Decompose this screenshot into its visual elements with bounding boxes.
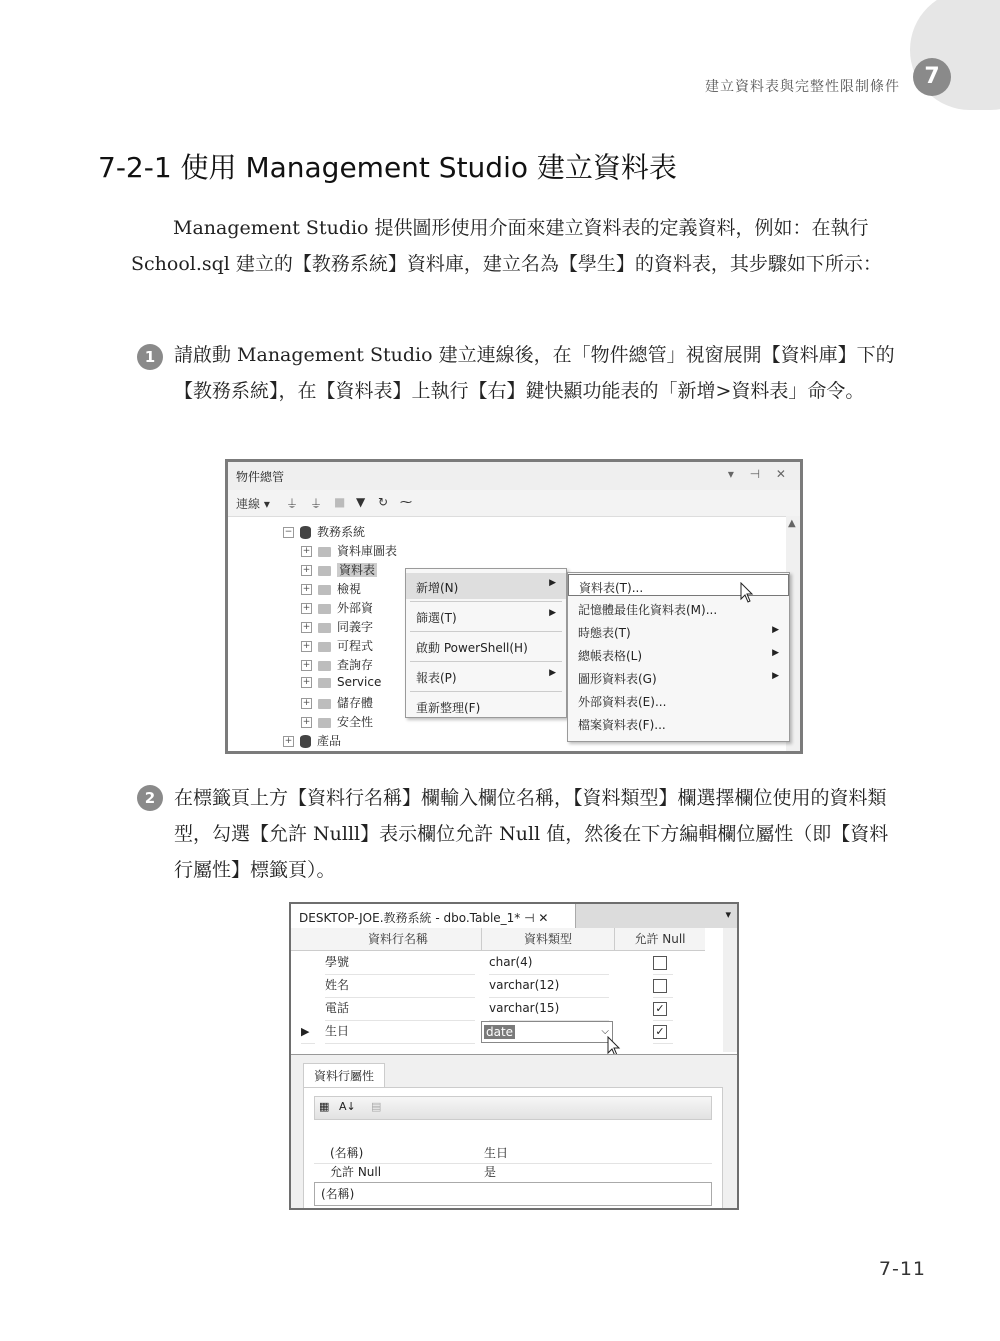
chevron-right-icon: ▶ [549,578,556,588]
menu-item-powershell[interactable]: 啟動 PowerShell(H) [416,641,528,655]
object-explorer-title: 物件總管 [236,470,285,484]
tree-db-school[interactable]: − 教務系統 [284,525,366,539]
menu-item-filter[interactable]: 篩選(T) ▶ [416,608,556,625]
data-type-dropdown[interactable] [481,1021,613,1043]
submenu-item-memory-table[interactable]: 記憶體最佳化資料表(M)... [578,603,718,617]
submenu-item-ledger[interactable]: 總帳表格(L) ▶ [578,648,779,663]
allow-null-checkbox[interactable] [653,979,667,993]
tab-dropdown-icon[interactable]: ▾ [725,908,731,921]
object-explorer-toolbar [228,490,800,517]
folder-icon [318,642,331,652]
column-grid [291,928,737,1052]
database-icon [300,735,311,748]
chevron-right-icon: ▶ [772,648,779,658]
tree-item[interactable]: + 檢視 [302,582,362,596]
folder-icon [318,604,331,614]
refresh-icon[interactable]: ↻ [378,495,389,509]
property-description: (名稱) [314,1182,712,1206]
tree-db-products[interactable]: + 產品 [284,734,342,748]
collapse-icon[interactable]: − [284,527,293,537]
tree-item-tables[interactable]: + 資料表 [302,563,376,577]
folder-icon [318,699,331,709]
table-designer-screenshot [289,902,739,1210]
step-2-badge: 2 [137,785,163,811]
expand-icon[interactable]: + [302,717,311,727]
context-menu [405,568,567,718]
tree-item[interactable]: + Service [302,675,382,689]
submenu-item-file[interactable]: 檔案資料表(F)... [578,718,666,732]
menu-item-refresh[interactable]: 重新整理(F) [416,701,481,715]
expand-icon[interactable]: + [302,565,311,575]
tree-item[interactable]: + 資料庫圖表 [302,544,398,558]
properties-box [303,1087,723,1209]
intro-paragraph [131,210,901,282]
section-title: 7-2-1 使用 Management Studio 建立資料表 [98,151,677,184]
connect-button[interactable]: 連線 ▾ [236,497,270,511]
current-row-indicator-icon: ▶ [301,1020,315,1044]
expand-icon[interactable]: + [302,698,311,708]
expand-icon[interactable]: + [302,641,311,651]
expand-icon[interactable]: + [302,677,311,687]
chevron-right-icon: ▶ [549,608,556,618]
new-submenu [567,572,790,742]
folder-icon [318,718,331,728]
step-1-badge: 1 [137,344,163,370]
submenu-item-graph[interactable]: 圖形資料表(G) ▶ [578,671,779,686]
expand-icon[interactable]: + [302,546,311,556]
row-name[interactable]: 生日 [325,1020,475,1044]
allow-null-checkbox[interactable]: ✓ [653,1025,667,1039]
folder-icon [318,585,331,595]
step-1-text: 請啟動 Management Studio 建立連線後，在「物件總管」視窗展開【資料庫】下的【教務系統】，在【資料表】上執行【右】鍵快顯功能表的「新增>資料表」命令。 [174,344,895,402]
running-head: 建立資料表與完整性限制條件 [705,79,900,95]
page-number: 7-11 [878,1258,926,1280]
chevron-right-icon: ▶ [772,625,779,635]
folder-icon [318,566,331,576]
row-type[interactable]: char(4) [489,951,609,975]
tree-item[interactable]: + 可程式 [302,639,374,653]
row-name[interactable]: 姓名 [325,974,475,998]
stop-icon[interactable]: ■ [334,495,346,509]
expand-icon[interactable]: + [302,584,311,594]
window-controls[interactable]: ▾ ⊣ ✕ [727,467,792,481]
menu-item-new[interactable]: 新增(N) ▶ [406,573,566,599]
property-pages-icon[interactable]: ▤ [371,1100,382,1113]
folder-icon [318,547,331,557]
grid-scrollbar[interactable] [723,928,737,1052]
chevron-right-icon: ▶ [772,671,779,681]
tree-item[interactable]: + 同義字 [302,620,374,634]
submenu-item-table[interactable]: 資料表(T)... [568,574,789,596]
filter-icon[interactable]: ▼ [356,495,366,509]
folder-icon [318,661,331,671]
tree-item[interactable]: + 外部資 [302,601,374,615]
tree-item[interactable]: + 安全性 [302,715,374,729]
chevron-right-icon: ▶ [549,668,556,678]
intro-text: Management Studio 提供圖形使用介面來建立資料表的定義資料，例如：在執行 School.sql 建立的【教務系統】資料庫，建立名為【學生】的資料表，其步驟如下所示： [131,217,882,275]
properties-toolbar [314,1096,712,1120]
sort-alpha-icon[interactable]: A↓ [339,1100,356,1113]
expand-icon[interactable]: + [302,603,311,613]
property-row[interactable]: (名稱) 生日 [314,1144,712,1164]
submenu-item-temporal[interactable]: 時態表(T) ▶ [578,625,779,640]
row-type[interactable]: varchar(12) [489,974,609,998]
tree-item[interactable]: + 查詢存 [302,658,374,672]
property-row[interactable]: 允許 Null 是 [314,1163,712,1183]
database-icon [300,526,311,539]
step-2-text: 在標籤頁上方【資料行名稱】欄輸入欄位名稱，【資料類型】欄選擇欄位使用的資料類型，勾選【允許 Nulll】表示欄位允許 Null 值，然後在下方編輯欄位屬性（即【資料行屬性】標籤頁）。 [174,787,889,881]
row-name[interactable]: 學號 [325,951,475,975]
column-properties-pane [291,1054,737,1208]
categorized-icon[interactable]: ▦ [319,1100,330,1113]
menu-item-reports[interactable]: 報表(P) ▶ [416,668,556,685]
expand-icon[interactable]: + [302,622,311,632]
scroll-up-icon[interactable]: ▲ [788,518,796,529]
mouse-cursor-icon [740,582,754,604]
col-header-type: 資料類型 [482,928,615,951]
data-type-value: date [486,1025,514,1039]
row-name[interactable]: 電話 [325,997,475,1021]
row-type[interactable]: varchar(15) [489,997,609,1021]
allow-null-checkbox[interactable]: ✓ [653,1002,667,1016]
col-header-name: 資料行名稱 [315,928,482,951]
document-tab-bar [291,904,737,928]
chapter-number-badge: 7 [913,58,951,96]
column-properties-tab[interactable]: 資料行屬性 [303,1063,385,1088]
folder-icon [318,623,331,633]
document-tab[interactable]: DESKTOP-JOE.教務系統 - dbo.Table_1* ⊣ ✕ [291,904,576,928]
folder-icon [318,678,331,688]
submenu-item-external[interactable]: 外部資料表(E)... [578,695,667,709]
object-explorer-titlebar [228,462,800,491]
chevron-down-icon[interactable]: ⌵ [601,1026,609,1037]
expand-icon[interactable]: + [302,660,311,670]
object-explorer-screenshot [225,459,803,754]
activity-icon[interactable]: ⁓ [400,495,412,509]
connect-plug-icon[interactable]: ⏚ [286,497,299,511]
tree-item[interactable]: + 儲存體 [302,696,374,710]
disconnect-icon[interactable]: ⏚ [310,497,323,511]
col-header-null: 允許 Null [615,928,705,951]
allow-null-checkbox[interactable] [653,956,667,970]
expand-icon[interactable]: + [284,736,293,746]
